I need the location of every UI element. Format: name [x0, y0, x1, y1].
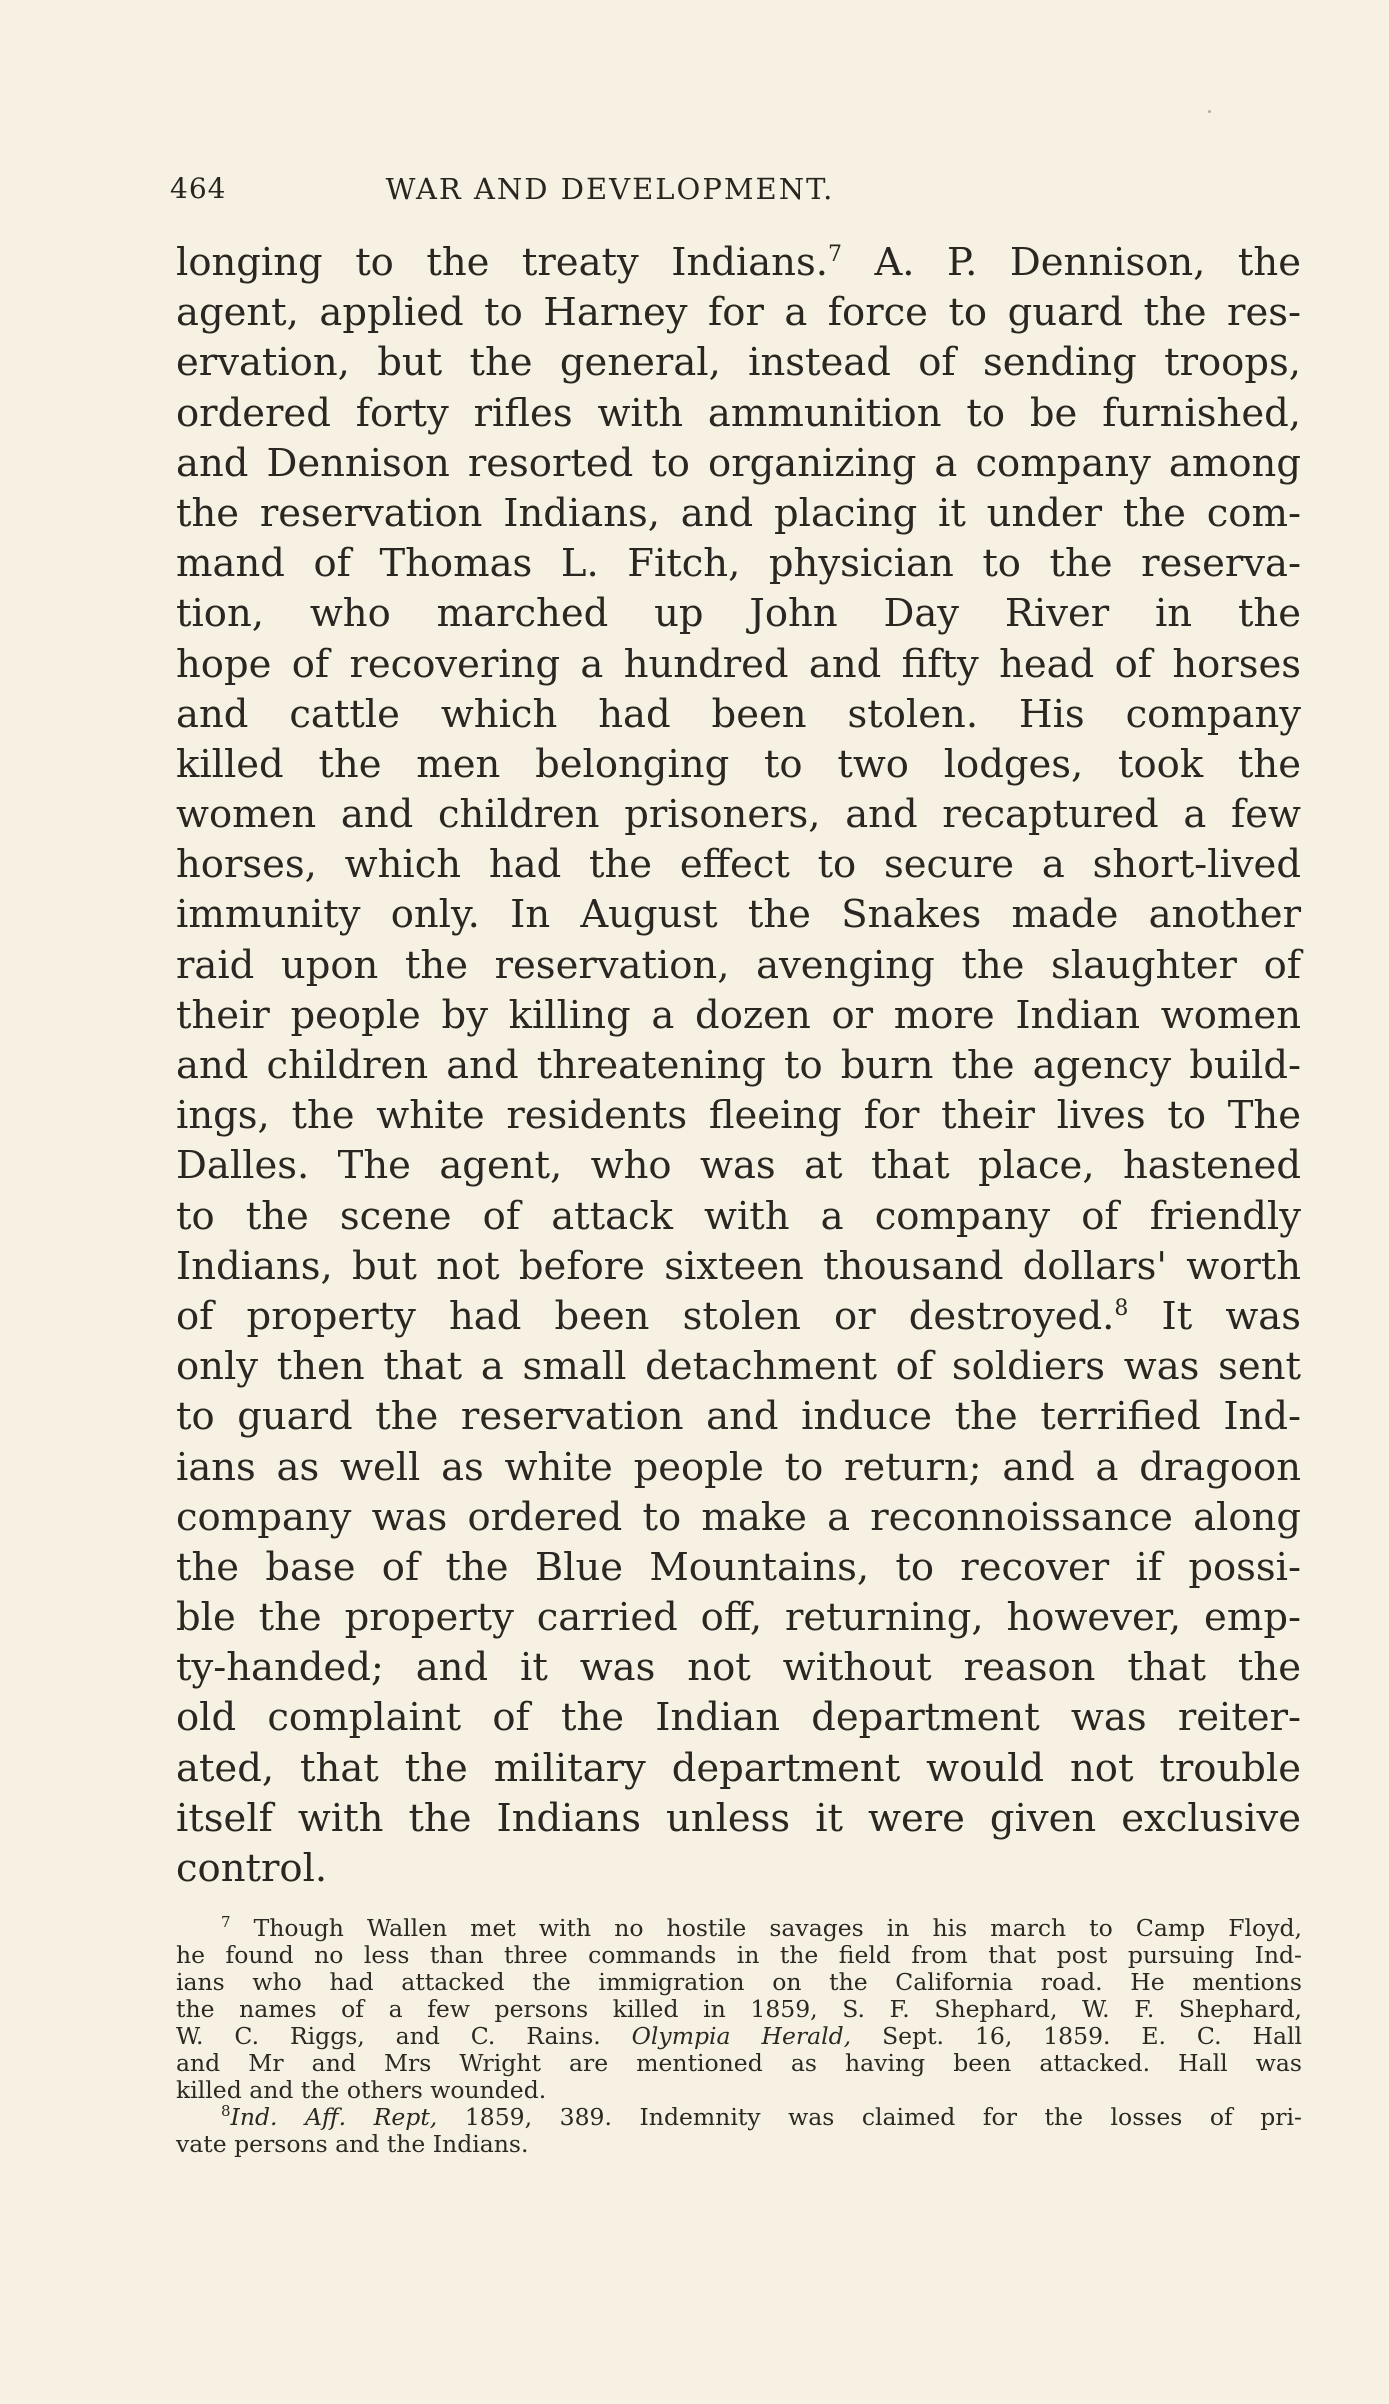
text-line: ty-handed; and it was not without reason that the: [176, 1645, 1301, 1691]
footnote-marker: 8: [221, 2102, 231, 2121]
page-number: 464: [170, 172, 227, 205]
text-line: agent, applied to Harney for a force to guard the res-: [176, 290, 1301, 336]
text-line: tion, who marched up John Day River in the: [176, 591, 1301, 637]
text-line: ians as well as white people to return; and a dragoon: [176, 1444, 1301, 1490]
body-text: [176, 238, 1301, 1894]
text-line: control.: [176, 1846, 328, 1891]
text-line: women and children prisoners, and recaptured a few: [176, 792, 1301, 838]
text-line: and children and threatening to burn the agency build-: [176, 1043, 1301, 1088]
text-line: longing to the treaty Indians.$^7$ A. P. Dennison, the: [176, 240, 1301, 285]
text-line: itself with the Indians unless it were given exclusive: [176, 1795, 1301, 1841]
text-line: killed the men belonging to two lodges, took the: [176, 741, 1301, 787]
footnote-marker: 7: [827, 242, 842, 268]
publication-title: Olympia Herald,: [631, 2022, 852, 2050]
text-line: mand of Thomas L. Fitch, physician to the reserva-: [176, 541, 1301, 587]
footnote-8: $^8$Ind. Aff. Rept, 1859, 389. Indemnity was claimed for the losses of pri-: [221, 2102, 1302, 2131]
text-line: to guard the reservation and induce the terrified Ind-: [176, 1394, 1301, 1440]
text-line: horses, which had the effect to secure a short-lived: [176, 842, 1301, 888]
text-line: ervation, but the general, instead of sending troops,: [176, 340, 1301, 386]
text-line: company was ordered to make a reconnoissance along: [176, 1494, 1301, 1540]
footnote-marker: 7: [221, 1913, 231, 1932]
text-line: old complaint of the Indian department was reiter-: [176, 1695, 1301, 1741]
citation-title: Ind. Aff. Rept,: [230, 2103, 438, 2131]
text-line: their people by killing a dozen or more Indian women: [176, 992, 1301, 1038]
footnote-7: $^7$ Though Wallen met with no hostile savages in his march to Camp Floyd,: [221, 1913, 1302, 1942]
text-line: and Dennison resorted to organizing a company among: [176, 440, 1301, 486]
text-line: Dalles. The agent, who was at that place, hastened: [176, 1143, 1301, 1189]
text-line: ated, that the military department would not trouble: [176, 1745, 1301, 1791]
text-line: to the scene of attack with a company of friendly: [176, 1193, 1301, 1239]
text-line: only then that a small detachment of soldiers was sent: [176, 1344, 1301, 1390]
paper-speck: [1208, 110, 1211, 113]
text-line: the base of the Blue Mountains, to recover if possi-: [176, 1544, 1301, 1590]
text-line: ble the property carried off, returning, however, emp-: [176, 1595, 1301, 1641]
text-line: raid upon the reservation, avenging the slaughter of: [176, 942, 1301, 988]
footnote-line: killed and the others wounded.: [176, 2076, 547, 2104]
text-line: and cattle which had been stolen. His company: [176, 691, 1301, 737]
text-line: ings, the white residents fleeing for their lives to The: [176, 1093, 1301, 1139]
text-line: hope of recovering a hundred and fifty head of horses: [176, 641, 1301, 687]
footnote-line: the names of a few persons killed in 1859, S. F. Shephard, W. F. Shephard,: [176, 1995, 1302, 2023]
text-line: Indians, but not before sixteen thousand dollars' worth: [176, 1243, 1301, 1289]
footnote-marker: 8: [1114, 1296, 1129, 1322]
footnote-line: vate persons and the Indians.: [176, 2130, 529, 2158]
text-line: the reservation Indians, and placing it under the com-: [176, 490, 1301, 536]
footnote-line: he found no less than three commands in the field from that post pursuing Ind-: [176, 1941, 1302, 1969]
running-header: [170, 172, 980, 216]
text-line: ordered forty rifles with ammunition to be furnished,: [176, 390, 1301, 436]
footnote-line: and Mr and Mrs Wright are mentioned as having been attacked. Hall was: [176, 2049, 1302, 2077]
text-line: of property had been stolen or destroyed.$^8$ It was: [176, 1293, 1301, 1339]
footnote-line: ians who had attacked the immigration on the California road. He mentions: [176, 1968, 1302, 1996]
footnotes: [176, 1915, 1302, 2158]
running-title: WAR AND DEVELOPMENT.: [385, 172, 835, 206]
text-line: immunity only. In August the Snakes made another: [176, 892, 1301, 938]
footnote-line: W. C. Riggs, and C. Rains. Olympia Herald, Sept. 16, 1859. E. C. Hall: [176, 2022, 1302, 2050]
